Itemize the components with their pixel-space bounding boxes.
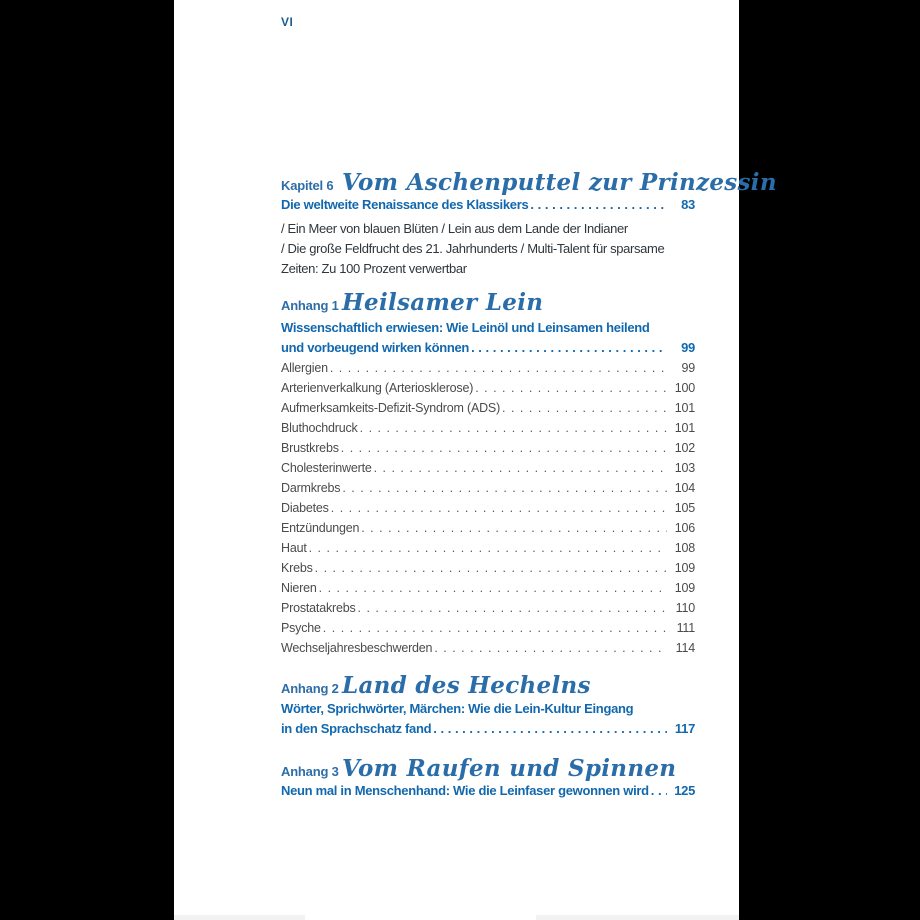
entry-page-number: 111 — [676, 621, 695, 635]
entry-label: Psyche — [281, 621, 321, 635]
toc-entry — [281, 538, 695, 558]
entry-page-number: 104 — [674, 481, 695, 495]
dot-leader — [315, 558, 667, 578]
dot-leader — [475, 378, 667, 398]
entry-label: Allergien — [281, 361, 328, 375]
entry-label: Darmkrebs — [281, 481, 341, 495]
entry-page-number: 109 — [674, 561, 695, 575]
next-page-edge-right — [536, 915, 739, 920]
toc-entry — [281, 598, 695, 618]
section-label: Anhang 2 — [281, 681, 339, 696]
section-label: Kapitel 6 — [281, 178, 334, 193]
dot-leader — [323, 618, 667, 638]
entry-label: in den Sprachschatz fand — [281, 721, 432, 736]
appendix1-heading — [281, 288, 543, 321]
entry-label: Cholesterinwerte — [281, 461, 372, 475]
entry-label: Wechseljahresbeschwerden — [281, 641, 433, 655]
subtitle-line: Wissenschaftlich erwiesen: Wie Leinöl und Leinsamen heilend — [281, 320, 650, 335]
toc-entry — [281, 498, 695, 518]
entry-page-number: 106 — [674, 521, 695, 535]
toc-item-list — [174, 358, 739, 658]
dot-leader — [471, 338, 667, 358]
toc-entry — [281, 338, 695, 358]
dot-leader — [434, 638, 667, 658]
entry-label: Bluthochdruck — [281, 421, 358, 435]
toc-book-page — [174, 0, 777, 920]
toc-entry — [281, 378, 695, 398]
entry-label: Neun mal in Menschenhand: Wie die Leinfaser gewonnen wird — [281, 783, 649, 798]
entry-label: Die weltweite Renaissance des Klassikers — [281, 197, 529, 212]
toc-entry — [281, 358, 695, 378]
entry-label: und vorbeugend wirken können — [281, 340, 470, 355]
entry-page-number: 114 — [675, 641, 695, 655]
entry-label: Krebs — [281, 561, 313, 575]
toc-entry — [281, 478, 695, 498]
entry-page-number: 117 — [674, 721, 695, 736]
section-label: Anhang 3 — [281, 764, 339, 779]
toc-entry — [281, 558, 695, 578]
entry-label: Nieren — [281, 581, 317, 595]
toc-entry — [281, 518, 695, 538]
entry-label: Haut — [281, 541, 307, 555]
description-line: Zeiten: Zu 100 Prozent verwertbar — [281, 261, 467, 276]
dot-leader — [358, 598, 667, 618]
subtitle-line: Wörter, Sprichwörter, Märchen: Wie die Lein-Kultur Eingang — [281, 701, 634, 716]
entry-page-number: 99 — [681, 340, 695, 355]
next-page-edge-left — [174, 915, 305, 920]
toc-entry — [281, 781, 695, 801]
entry-page-number: 110 — [675, 601, 695, 615]
toc-entry — [281, 618, 695, 638]
toc-entry — [281, 438, 695, 458]
appendix2-subtitle — [281, 699, 695, 719]
entry-label: Aufmerksamkeits-Defizit-Syndrom (ADS) — [281, 401, 501, 415]
description-line: / Ein Meer von blauen Blüten / Lein aus dem Lande der Indianer — [281, 221, 628, 236]
entry-page-number: 83 — [681, 197, 695, 212]
dot-leader — [361, 518, 667, 538]
toc-entry — [281, 578, 695, 598]
dot-leader — [374, 458, 667, 478]
dot-leader — [651, 781, 667, 801]
entry-page-number: 108 — [674, 541, 695, 555]
entry-label: Prostatakrebs — [281, 601, 356, 615]
toc-entry — [281, 398, 695, 418]
section-title: Vom Aschenputtel zur Prinzessin — [342, 169, 777, 196]
page-folio: VI — [281, 15, 294, 29]
section-title: Vom Raufen und Spinnen — [342, 755, 677, 782]
description-line: / Die große Feldfrucht des 21. Jahrhunderts / Multi-Talent für sparsame — [281, 241, 665, 256]
chapter-description — [281, 219, 664, 279]
entry-page-number: 103 — [674, 461, 695, 475]
entry-page-number: 101 — [674, 401, 695, 415]
entry-page-number: 101 — [674, 421, 695, 435]
dot-leader — [342, 478, 667, 498]
section-title: Heilsamer Lein — [342, 289, 544, 316]
entry-page-number: 102 — [674, 441, 695, 455]
dot-leader — [360, 418, 667, 438]
appendix1-subtitle — [281, 318, 695, 338]
entry-label: Diabetes — [281, 501, 329, 515]
entry-page-number: 125 — [674, 783, 695, 798]
entry-page-number: 99 — [681, 361, 695, 375]
entry-label: Arterienverkalkung (Arteriosklerose) — [281, 381, 474, 395]
dot-leader — [530, 195, 667, 215]
dot-leader — [330, 358, 667, 378]
toc-entry — [281, 638, 695, 658]
toc-entry — [281, 719, 695, 739]
dot-leader — [309, 538, 667, 558]
dot-leader — [341, 438, 667, 458]
dot-leader — [331, 498, 667, 518]
entry-page-number: 105 — [674, 501, 695, 515]
entry-page-number: 100 — [674, 381, 695, 395]
toc-entry — [281, 418, 695, 438]
dot-leader — [433, 719, 667, 739]
entry-page-number: 109 — [674, 581, 695, 595]
dot-leader — [319, 578, 667, 598]
toc-entry — [281, 458, 695, 478]
dot-leader — [502, 398, 667, 418]
section-label: Anhang 1 — [281, 298, 339, 313]
toc-entry — [281, 195, 695, 215]
section-title: Land des Hechelns — [342, 672, 591, 699]
entry-label: Brustkrebs — [281, 441, 339, 455]
entry-label: Entzündungen — [281, 521, 360, 535]
